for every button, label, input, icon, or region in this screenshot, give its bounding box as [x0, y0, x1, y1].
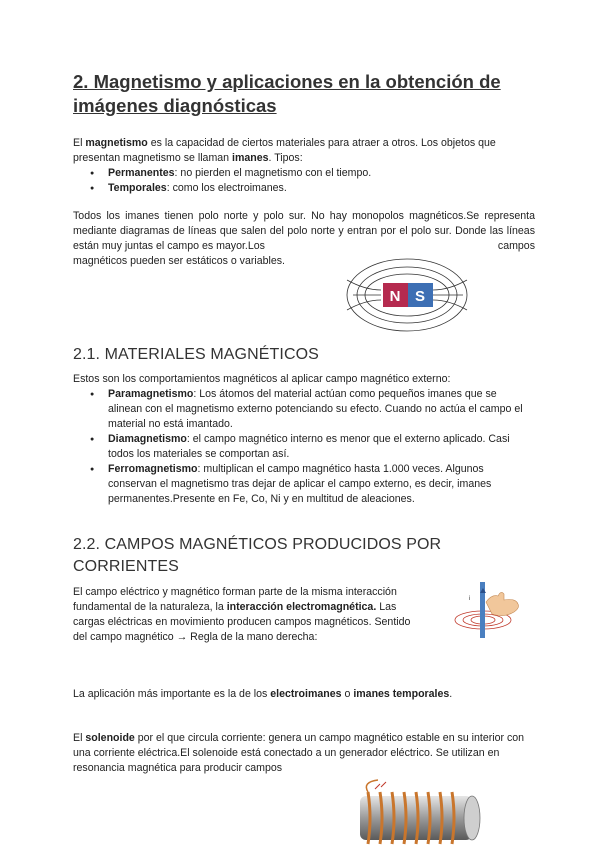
text: : como los electroimanes. — [166, 182, 287, 194]
term: Diamagnetismo — [108, 433, 187, 445]
svg-text:i: i — [469, 596, 471, 602]
text: . Tipos: — [268, 152, 303, 164]
term: Temporales — [108, 182, 167, 194]
text: : multiplican el campo magnético hasta 1.000 veces. Algunos conservan el magnetismo tras dejar de aplicar el campo externo, es decir, imanes permanentes.Presente en Fe, Co, Ni y en multitud de aleaciones. — [108, 463, 492, 505]
intro-block — [73, 136, 533, 196]
types-list — [73, 166, 533, 196]
term: Ferromagnetismo — [108, 463, 198, 475]
text: : el campo magnético interno es menor que el externo aplicado. Casi todos los materiales se comportan así. — [108, 433, 510, 460]
solenoid-figure — [350, 778, 490, 848]
north-label: N — [389, 288, 401, 305]
list-item — [108, 462, 533, 507]
poles-end: magnéticos pueden ser estáticos o variables. — [73, 255, 285, 267]
text: El — [73, 732, 86, 744]
intro-paragraph — [73, 136, 533, 166]
term: imanes temporales — [353, 688, 450, 700]
text: Las cargas eléctricas en movimiento producen campos magnéticos. Sentido del campo magnético → Regla de la mano derecha: — [73, 601, 411, 643]
list-item — [108, 432, 533, 462]
term: Paramagnetismo — [108, 388, 194, 400]
bar-magnet-field-figure — [345, 250, 470, 335]
term: interacción electromagnética. — [226, 601, 377, 613]
section-heading-materiales: 2.1. MATERIALES MAGNÉTICOS — [73, 346, 319, 363]
text: campos — [497, 240, 535, 252]
materials-list — [73, 387, 533, 507]
text: o — [341, 688, 354, 700]
poles-paragraph — [73, 209, 535, 254]
list-item — [108, 181, 533, 196]
term-imanes: imanes — [232, 152, 269, 164]
text: : no pierden el magnetismo con el tiempo. — [174, 167, 372, 179]
text: . — [449, 688, 453, 700]
text: La aplicación más importante es la de los — [73, 688, 271, 700]
text: Todos los imanes tienen polo norte y polo sur. No hay monopolos magnéticos.Se representa mediante diagramas de líneas que salen del polo norte y entran por el polo sur. Donde las líneas están muy juntas el campo es mayor.Los — [73, 210, 535, 252]
term-magnetismo: magnetismo — [85, 137, 148, 149]
currents-block — [73, 585, 413, 645]
electroimanes-block — [73, 687, 533, 702]
south-label: S — [414, 288, 426, 305]
currents-paragraph — [73, 585, 413, 645]
text: El campo eléctrico y magnético forman parte de la misma interacción fundamental de la naturaleza, la — [73, 586, 397, 613]
text: El — [73, 137, 86, 149]
page-title: 2. Magnetismo y aplicaciones en la obtención de imágenes diagnósticas — [73, 71, 501, 116]
solenoide-paragraph — [73, 731, 535, 776]
text: por el que circula corriente: genera un campo magnético estable en su interior con una corriente eléctrica.El solenoide está conectado a un generador eléctrico. Se utilizan en resonancia magnética para producir campos — [73, 732, 525, 774]
section-heading-campos: 2.2. CAMPOS MAGNÉTICOS PRODUCIDOS POR CORRIENTES — [73, 536, 442, 575]
list-item — [108, 387, 533, 432]
text: es la capacidad de ciertos materiales para atraer a otros. Los objetos que presentan magnetismo se llaman — [73, 137, 496, 164]
materials-block — [73, 372, 533, 507]
term: solenoide — [85, 732, 135, 744]
text: : Los átomos del material actúan como pequeños imanes que se alinean con el magnetismo externo potenciando su efecto. Cuando no actúa el campo el material no está imantado. — [108, 388, 523, 430]
materials-lead: Estos son los comportamientos magnéticos al aplicar campo magnético externo: — [73, 373, 451, 385]
term: Permanentes — [108, 167, 175, 179]
electroimanes-paragraph — [73, 687, 533, 702]
list-item — [108, 166, 533, 181]
term: electroimanes — [270, 688, 342, 700]
right-hand-rule-figure — [445, 580, 525, 640]
solenoide-block — [73, 731, 535, 776]
